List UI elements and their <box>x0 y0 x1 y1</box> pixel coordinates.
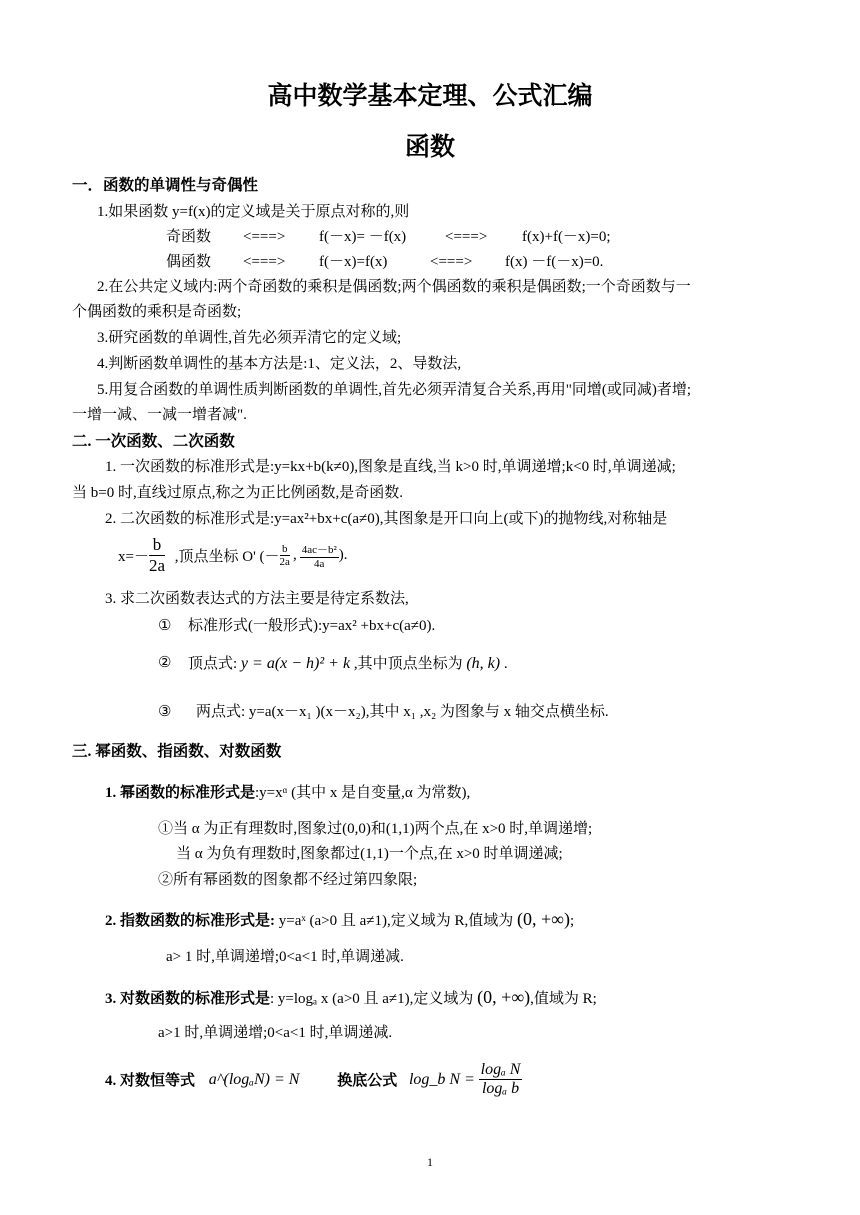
paragraph: 2. 二次函数的标准形式是:y=ax²+bx+c(a≠0),其图象是开口向上(或下)的抛物线,对称轴是 <box>105 511 668 527</box>
paragraph: 5.用复合函数的单调性质判断函数的单调性,首先必须弄清复合关系,再用"同增(或同减)者增; <box>97 382 692 398</box>
equivalence-arrow: <===> <box>445 229 488 245</box>
log-function-definition: 3. 对数函数的标准形式是: y=logₐ x (a>0 且 a≠1),定义域为 (0, +∞),值域为 R; <box>105 987 597 1007</box>
page-number: 1 <box>427 1155 433 1169</box>
paragraph: ②所有幂函数的图象都不经过第四象限; <box>158 872 418 888</box>
section-heading-2: 二. 一次函数、二次函数 <box>72 433 235 450</box>
paragraph: 1.如果函数 y=f(x)的定义域是关于原点对称的,则 <box>97 204 410 220</box>
paragraph: 3.研究函数的单调性,首先必须弄清它的定义域; <box>97 330 402 346</box>
exponential-function-definition: 2. 指数函数的标准形式是: y=aˣ (a>0 且 a≠1),定义域为 R,值域为 (0, +∞); <box>105 909 575 929</box>
paragraph: a> 1 时,单调递增;0<a<1 时,单调递减. <box>166 949 404 965</box>
odd-function-label: 奇函数 <box>166 229 212 245</box>
method-two-point-form: 两点式: y=a(x－x₁ )(x－x₂),其中 x₁ ,x₂ 为图象与 x 轴交点横坐标. <box>196 704 609 720</box>
page-subtitle: 函数 <box>404 134 455 161</box>
paragraph: 一增一减、一减一增者减". <box>72 407 247 423</box>
even-function-label: 偶函数 <box>166 254 212 270</box>
list-marker: ② <box>158 655 172 671</box>
method-standard-form: 标准形式(一般形式):y=ax² +bx+c(a≠0). <box>188 618 436 634</box>
list-marker: ③ <box>158 704 172 720</box>
fraction: $\frac{b}{2a}$ <box>148 535 166 575</box>
method-vertex-form: 顶点式: y = a(x − h)² + k ,其中顶点坐标为 (h, k) . <box>188 655 508 672</box>
section-heading-1: 一．函数的单调性与奇偶性 <box>72 177 259 194</box>
paragraph: ①当 α 为正有理数时,图象过(0,0)和(1,1)两个点,在 x>0 时,单调递增; <box>158 821 593 837</box>
paragraph: 4.判断函数单调性的基本方法是:1、定义法，2、导数法, <box>97 356 462 372</box>
odd-formula-2: f(x)+f(－x)=0; <box>522 229 611 245</box>
odd-formula: f(－x)= －f(x) <box>319 229 407 245</box>
paragraph: 当 α 为负有理数时,图象都过(1,1)一个点,在 x>0 时单调递减; <box>176 846 563 862</box>
page-title: 高中数学基本定理、公式汇编 <box>267 83 593 110</box>
fraction: $\frac{\text{4ac－b²}}{4a}$ <box>300 541 339 570</box>
power-function-definition: 1. 幂函数的标准形式是:y=xᵅ (其中 x 是自变量,α 为常数), <box>105 785 471 801</box>
paragraph: 当 b=0 时,直线过原点,称之为正比例函数,是奇函数. <box>72 485 403 501</box>
axis-of-symmetry: x=－ $\frac{b}{2a}$ ,顶点坐标 O' (－ $\frac{b}{2a}$ , $\frac{\text{4ac－b²}}{4a}$ ). <box>118 535 348 575</box>
identity-formula: a^(logₐN) = N <box>208 1070 300 1088</box>
equivalence-arrow: <===> <box>430 254 473 270</box>
list-marker: ① <box>158 618 172 634</box>
log-identity: 4. 对数恒等式 a^(logₐN) = N 换底公式 log_b N = $\frac{\text{logₐ N}}{\text{logₐ b}}$ <box>105 1061 521 1097</box>
section-heading-3: 三. 幂函数、指函数、对数函数 <box>72 743 282 760</box>
fraction: $\frac{b}{2a}$ <box>279 543 290 568</box>
paragraph: a>1 时,单调递增;0<a<1 时,单调递减. <box>158 1025 393 1041</box>
paragraph: 个偶函数的乘积是奇函数; <box>72 304 242 320</box>
equivalence-arrow: <===> <box>243 229 286 245</box>
even-formula-2: f(x) －f(－x)=0. <box>505 254 604 270</box>
paragraph: 2.在公共定义域内:两个奇函数的乘积是偶函数;两个偶函数的乘积是偶函数;一个奇函数与一 <box>97 279 691 295</box>
equivalence-arrow: <===> <box>243 254 286 270</box>
paragraph: 3. 求二次函数表达式的方法主要是待定系数法, <box>105 591 409 607</box>
even-formula: f(－x)=f(x) <box>319 254 388 270</box>
paragraph: 1. 一次函数的标准形式是:y=kx+b(k≠0),图象是直线,当 k>0 时,单调递增;k<0 时,单调递减; <box>105 459 676 475</box>
change-of-base-fraction: $\frac{\text{logₐ N}}{\text{logₐ b}}$ <box>480 1061 521 1097</box>
